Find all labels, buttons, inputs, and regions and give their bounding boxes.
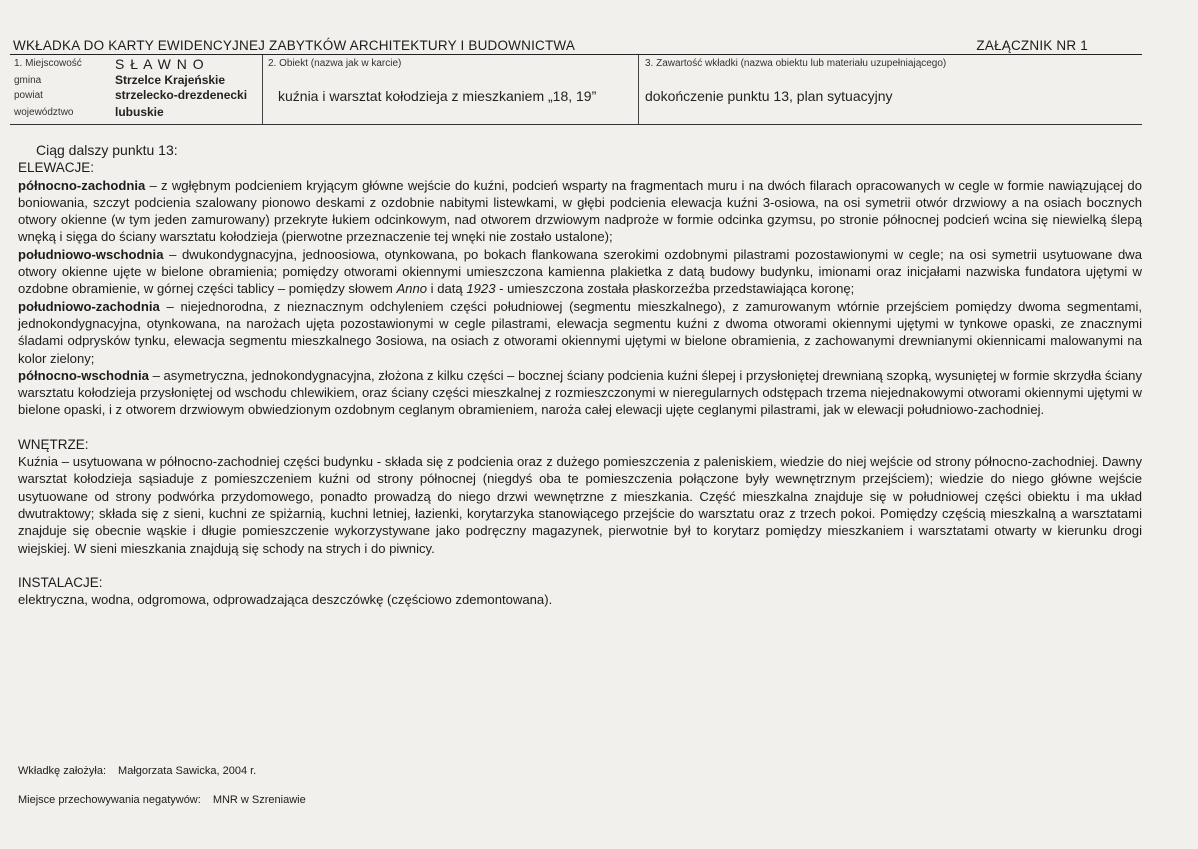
value-miejscowosc: S Ł A W N O xyxy=(115,56,205,72)
spacer xyxy=(18,419,1142,436)
text-northwest: – z wgłębnym podcieniem kryjącym główne wejście do kuźni, podcień wsparty na fragmentach muru i na dwóch filarach opracowanych w cegle w formie nawiązującej do boniowania, szczyt podcienia szalowany pionowo deskami z ozdobnie nabitymi listewkami, w głębi podcienia elewacja kuźni 3-osiowa, na osi symetrii otwór drzwiowy a na osiach bocznych otwory okienne (w tym jeden zamurowany) przekryte łukiem odcinkowym, nad otworem drzwiowym nadproże w formie odcinka gzymsu, po stronie północnej podcień wcina się niewielką ślepą wnęką i sięga do ściany warsztatu kołodzieja (pierwotne przeznaczenie tej wnęki nie zostało ustalone); xyxy=(18,177,1142,245)
spacer xyxy=(18,557,1142,574)
paragraph-southeast xyxy=(18,246,1142,298)
label-contents: 3. Zawartość wkładki (nazwa obiektu lub materiału uzupełniającego) xyxy=(645,58,947,69)
section-heading-wnetrze: WNĘTRZE: xyxy=(18,436,89,452)
text-southwest: – niejednorodna, z nieznacznym odchyleniem części południowej (segmentu mieszkalnego), z zamurowanym wtórnie przejściem pomiędzy dwoma segmentami, jednokondygnacyjna, otynkowana, na narożach ujęta pozostawionymi w cegle pilastrami, elewacja segmentu kuźni z dwoma otworami okiennymi ujętymi w tynkowe opaski, ze znacznymi śladami odprysków tynku, elewacja segmentu mieszkalnego 3osiowa, na osiach z otworami okiennymi ujętymi w bielone obramienia, z zachowanymi drewnianymi okiennicami malowanymi na kolor zielony; xyxy=(18,298,1142,366)
section-heading-elewacje: ELEWACJE: xyxy=(18,160,95,176)
text-southeast-3: - umieszczona została płaskorzeźba przedstawiająca koronę; xyxy=(495,281,855,297)
text-southeast-2: i datą xyxy=(427,281,467,297)
header-divider xyxy=(10,54,1142,55)
header-cell-divider xyxy=(262,55,263,124)
label-object: 2. Obiekt (nazwa jak w karcie) xyxy=(268,58,402,69)
storage-value: MNR w Szreniawie xyxy=(212,794,306,806)
section-heading-instalacje: INSTALACJE: xyxy=(18,574,103,590)
footer-storage xyxy=(18,794,306,806)
value-contents: dokończenie punktu 13, plan sytuacyjny xyxy=(645,88,893,104)
text-anno: Anno xyxy=(396,281,428,297)
header-table-bottom xyxy=(10,124,1142,125)
header-cell-divider xyxy=(638,55,639,124)
value-object: kuźnia i warsztat kołodzieja z mieszkaniem „18, 19” xyxy=(278,88,597,104)
paragraph-northeast xyxy=(18,367,1142,419)
author-value: Małgorzata Sawicka, 2004 r. xyxy=(118,765,257,777)
storage-label: Miejsce przechowywania negatywów: xyxy=(18,794,201,806)
value-powiat: strzelecko-drezdenecki xyxy=(115,88,248,102)
header-title: WKŁADKA DO KARTY EWIDENCYJNEJ ZABYTKÓW ARCHITEKTURY I BUDOWNICTWA xyxy=(13,38,576,53)
text-year: 1923 xyxy=(466,281,496,297)
paragraph-northwest xyxy=(18,177,1142,246)
continuation-note: Ciąg dalszy punktu 13: xyxy=(36,142,178,158)
paragraph-wnetrze: Kuźnia – usytuowana w północno-zachodniej części budynku - składa się z podcienia oraz z dużego pomieszczenia z paleniskiem, wiedzie do niej wejście od strony północno-zachodniej. Dawny warsztat kołodzieja sąsiaduje z pomieszczeniem kuźni od strony północnej (niegdyś oba te pomieszczenia połączone były wewnętrznym przejściem); wiedzie do niego główne wejście usytuowane od strony podwórka przydomowego, ponadto prowadzą do niego drzwi wewnętrzne z mieszkania. Część mieszkalna znajduje się w południowej części obiektu i ma układ dwutraktowy; składa się z sieni, kuchni ze spiżarnią, kuchni letniej, łazienki, korytarzyka stanowiącego przejście do warsztatu oraz z trzech pokoi. Pomiędzy częścią mieszkalną a warsztatami znajduje się obecnie wąskie i długie pomieszczenie wykorzystywane jako podręczny magazynek, pierwotnie był to korytarz pomiędzy mieszkaniem i warsztatami otwarty w kierunku drogi wiejskiej. W sieni mieszkania znajdują się schody na strych i do piwnicy. xyxy=(18,454,1142,556)
label-gmina: gmina xyxy=(14,75,42,86)
footer-author xyxy=(18,765,256,777)
label-wojewodztwo: województwo xyxy=(14,107,74,118)
label-powiat: powiat xyxy=(14,90,43,101)
annex-label: ZAŁĄCZNIK NR 1 xyxy=(976,38,1088,53)
text-southeast-1: – dwukondygnacyjna, jednoosiowa, otynkowana, po bokach flankowana szerokimi ozdobnymi pilastrami pozostawionymi w cegle; na osi symetrii usytuowane dwa otwory okienne ujęte w bielone obramienia; pomiędzy otworami okiennymi umieszczona kamienna plakietka z datą budowy budynku, imionami oraz inicjałami nazwiska fundatora ujętymi w ozdobne obramienie, w górnej części tablicy – pomiędzy słowem xyxy=(18,246,1142,297)
document-body xyxy=(18,142,1142,608)
text-northeast: – asymetryczna, jednokondygnacyjna, złożona z kilku części – bocznej ściany podcienia kuźni ślepej i przysłoniętej drewnianą szopką, wysuniętej w formie skrzydła ściany warsztatu kołodzieja przysłoniętej od wschodu chlewikiem, oraz ściany części mieszkalnej z rozmieszczonymi w nieregularnych odstępach trzema niejednakowymi otworami okiennymi ujętymi w bielone opaski, i z otworem drzwiowym obwiedzionym ozdobnym ceglanym obramieniem, naroża całej elewacji ujęte ceglanymi pilastrami, jak w elewacji południowo-zachodniej. xyxy=(18,367,1142,418)
value-gmina: Strzelce Krajeńskie xyxy=(115,73,226,87)
author-label: Wkładkę założyła: xyxy=(18,765,107,777)
label-northwest: północno-zachodnia xyxy=(18,177,146,193)
value-wojewodztwo: lubuskie xyxy=(115,105,164,119)
paragraph-southwest xyxy=(18,298,1142,367)
label-northeast: północno-wschodnia xyxy=(18,367,149,383)
paragraph-instalacje: elektryczna, wodna, odgromowa, odprowadzająca deszczówkę (częściowo zdemontowana). xyxy=(18,592,553,608)
label-southwest: południowo-zachodnia xyxy=(18,298,160,314)
label-southeast: południowo-wschodnia xyxy=(18,246,164,262)
label-miejscowosc: 1. Miejscowość xyxy=(14,58,82,69)
